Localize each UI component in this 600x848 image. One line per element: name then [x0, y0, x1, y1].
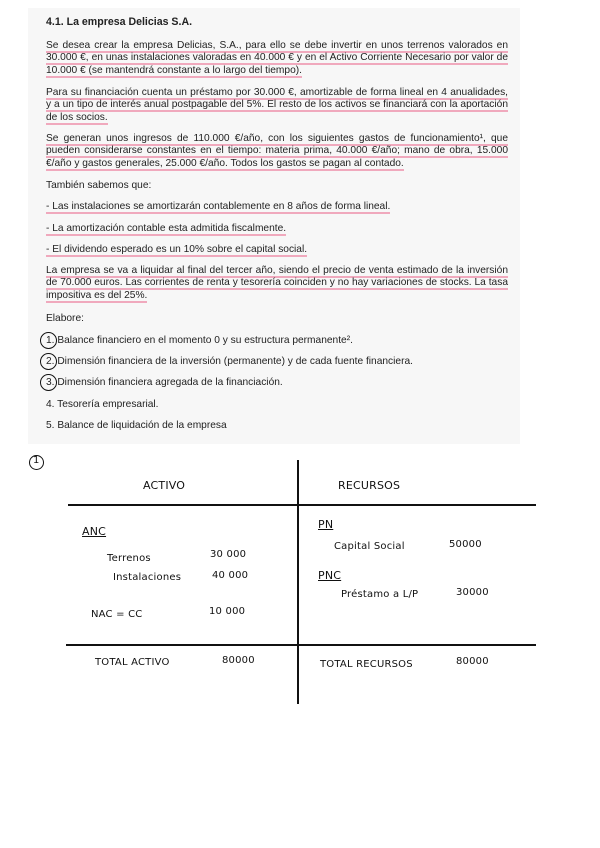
- total-activo-value: 80000: [222, 655, 255, 666]
- instalaciones-value: 40 000: [212, 570, 249, 581]
- t-account-top-line: [68, 504, 536, 506]
- nac-label: NAC = CC: [91, 609, 143, 620]
- bullet-instalaciones: - Las instalaciones se amortizarán contablemente en 8 años de forma lineal.: [46, 201, 391, 212]
- task-1-circle-mark: [40, 332, 57, 349]
- bullet-amortizacion: - La amortización contable esta admitida fiscalmente.: [46, 223, 287, 234]
- task-4: 4. Tesorería empresarial.: [46, 399, 159, 410]
- paragraph-inversion: Se desea crear la empresa Delicias, S.A., para ello se debe invertir en unos terrenos valorados en 30.000 €, en unas instalaciones valoradas en 40.000 € y en el Activo Corriente Necesario por valor de 10.000 € (se mantendrá constante a lo largo del tiempo).: [46, 40, 508, 76]
- total-recursos-value: 80000: [456, 656, 489, 667]
- prestamo-label: Préstamo a L/P: [341, 589, 419, 600]
- task-3: 3. Dimensión financiera agregada de la financiación.: [46, 377, 283, 388]
- capital-social-value: 50000: [449, 539, 482, 550]
- t-account-total-line: [66, 644, 536, 646]
- total-recursos-label: TOTAL RECURSOS: [320, 659, 413, 670]
- exercise-heading: 4.1. La empresa Delicias S.A.: [46, 16, 193, 28]
- task-3-circle-mark: [40, 374, 57, 391]
- bullet-dividendo: - El dividendo esperado es un 10% sobre el capital social.: [46, 244, 308, 255]
- terrenos-label: Terrenos: [107, 553, 151, 564]
- task-1: 1. Balance financiero en el momento 0 y su estructura permanente².: [46, 335, 353, 346]
- pnc-label: PNC: [318, 569, 342, 582]
- paragraph-financiacion: Para su financiación cuenta un préstamo por 30.000 €, amortizable de forma lineal en 4 anualidades, y a un tipo de interés anual postpagable del 5%. El resto de los activos se financiará con la aportación de los socios.: [46, 87, 508, 123]
- paragraph-ingresos: Se generan unos ingresos de 110.000 €/año, con los siguientes gastos de funcionamiento¹, que pueden considerarse constantes en el tiempo: materia prima, 40.000 €/año; mano de obra, 15.000 €/año y gastos generales, 25.000 €/año. Todos los gastos se pagan al contado.: [46, 133, 508, 169]
- section-number: 1: [33, 455, 40, 466]
- pn-label: PN: [318, 518, 334, 531]
- paragraph-elabore: Elabore:: [46, 313, 84, 324]
- task-2: 2. Dimensión financiera de la inversión (permanente) y de cada fuente financiera.: [46, 356, 413, 367]
- task-5: 5. Balance de liquidación de la empresa: [46, 420, 227, 431]
- paragraph-tambien: También sabemos que:: [46, 180, 152, 191]
- paragraph-liquidacion: La empresa se va a liquidar al final del tercer año, siendo el precio de venta estimado de la inversión de 70.000 euros. Las corrientes de renta y tesorería coinciden y no hay variaciones de stocks. La tasa impositiva es del 25%.: [46, 265, 508, 301]
- total-activo-label: TOTAL ACTIVO: [95, 657, 170, 668]
- t-account-vertical-line: [297, 460, 299, 704]
- recursos-header: RECURSOS: [338, 479, 401, 492]
- nac-value: 10 000: [209, 606, 246, 617]
- anc-label: ANC: [82, 525, 107, 538]
- instalaciones-label: Instalaciones: [113, 572, 182, 583]
- activo-header: ACTIVO: [143, 479, 186, 492]
- terrenos-value: 30 000: [210, 549, 247, 560]
- task-2-circle-mark: [40, 353, 57, 370]
- prestamo-value: 30000: [456, 587, 489, 598]
- capital-social-label: Capital Social: [334, 541, 405, 552]
